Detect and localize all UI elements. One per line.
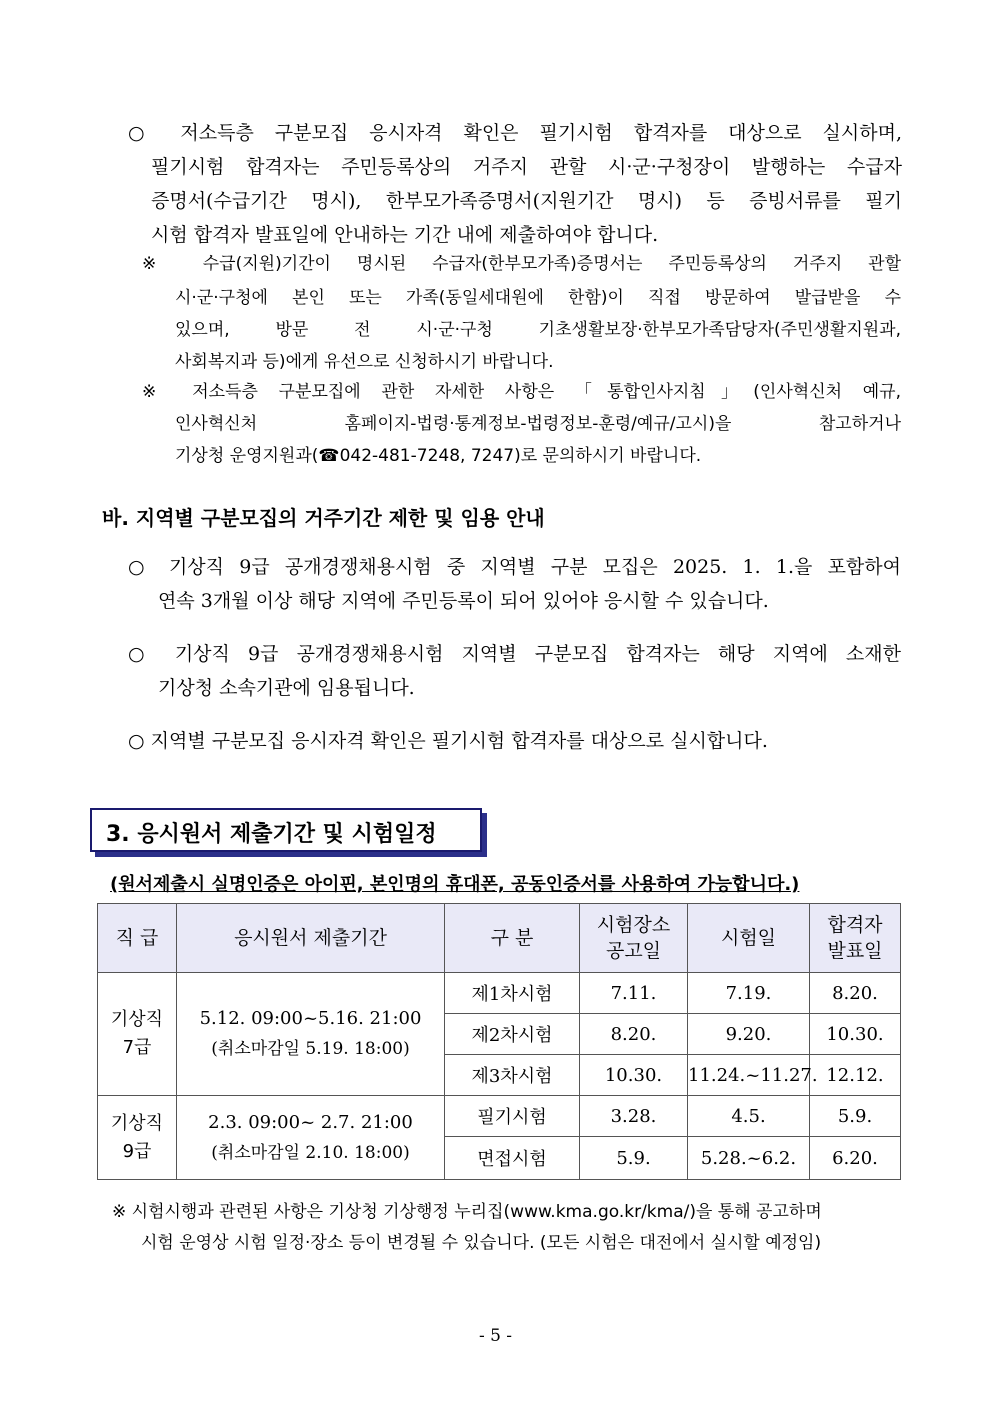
header-venue-l1: 시험장소 (596, 914, 671, 936)
paragraph-line: 필기시험 합격자는 주민등록상의 거주지 관할 시·군·구청장이 발행하는 수급자 (151, 156, 902, 178)
header-venue-date (580, 904, 688, 973)
grade-cell (98, 973, 177, 1096)
exam-date-cell: 9.20. (688, 1014, 810, 1055)
footnote-line: ※ 시험시행과 관련된 사항은 기상청 기상행정 누리집(www.kma.go.kr/kma/)을 통해 공고하며 (112, 1202, 822, 1222)
grade-cell (98, 1096, 177, 1180)
header-exam-date: 시험일 (688, 904, 810, 973)
type-cell: 제1차시험 (445, 973, 580, 1014)
table-row (98, 973, 901, 1014)
paragraph-line: ○ 저소득층 구분모집 응시자격 확인은 필기시험 합격자를 대상으로 실시하며, (128, 122, 902, 144)
type-cell: 면접시험 (445, 1137, 580, 1180)
footnote-line: 시험 운영상 시험 일정·장소 등이 변경될 수 있습니다. (모든 시험은 대전에서 실시할 예정임) (141, 1233, 822, 1253)
grade-l1: 기상직 (110, 1009, 164, 1030)
note-line: 시·군·구청에 본인 또는 가족(동일세대원에 한함)이 직접 방문하여 발급받을 수 (175, 288, 901, 308)
exam-date-cell: 11.24.~11.27. (688, 1055, 810, 1096)
note-line: 있으며, 방문 전 시·군·구청 기초생활보장·한부모가족담당자(주민생활지원과, (175, 320, 901, 340)
header-grade: 직 급 (98, 904, 177, 973)
header-venue-l2: 공고일 (605, 940, 662, 962)
paragraph-line: 연속 3개월 이상 해당 지역에 주민등록이 되어 있어야 응시할 수 있습니다. (158, 590, 769, 612)
identity-verification-note: (원서제출시 실명인증은 아이핀, 본인명의 휴대폰, 공동인증서를 사용하여 가능합니다.) (110, 874, 800, 895)
venue-date-cell: 7.11. (580, 973, 688, 1014)
venue-date-cell: 10.30. (580, 1055, 688, 1096)
exam-schedule-table (97, 903, 901, 1180)
period-l2: (취소마감일 2.10. 18:00) (211, 1142, 410, 1163)
note-line: 인사혁신처 홈페이지-법령·통계정보-법령정보-훈령/예규/고시)을 참고하거나 (175, 414, 901, 434)
paragraph-line: 증명서(수급기간 명시), 한부모가족증명서(지원기간 명시) 등 증빙서류를 필기 (151, 190, 902, 212)
header-result-l1: 합격자 (827, 914, 883, 936)
type-cell: 필기시험 (445, 1096, 580, 1137)
header-result-l2: 발표일 (827, 940, 883, 962)
header-type: 구 분 (445, 904, 580, 973)
period-l1: 2.3. 09:00~ 2.7. 21:00 (208, 1111, 413, 1133)
result-date-cell: 6.20. (810, 1137, 901, 1180)
paragraph-line: ○ 기상직 9급 공개경쟁채용시험 중 지역별 구분 모집은 2025. 1. 1.을 포함하여 (128, 556, 901, 578)
note-line: ※ 저소득층 구분모집에 관한 자세한 사항은 「통합인사지침」(인사혁신처 예규, (142, 382, 901, 402)
note-line: ※ 수급(지원)기간이 명시된 수급자(한부모가족)증명서는 주민등록상의 거주지 관할 (142, 254, 901, 274)
period-cell (177, 1096, 445, 1180)
period-cell (177, 973, 445, 1096)
result-date-cell: 12.12. (810, 1055, 901, 1096)
table-header-row (98, 904, 901, 973)
exam-date-cell: 7.19. (688, 973, 810, 1014)
table-row (98, 1096, 901, 1137)
grade-l2: 9급 (122, 1140, 152, 1162)
page-number: - 5 - (478, 1326, 513, 1346)
period-l1: 5.12. 09:00~5.16. 21:00 (199, 1008, 422, 1029)
period-l2: (취소마감일 5.19. 18:00) (211, 1039, 410, 1059)
paragraph-line: 기상청 소속기관에 임용됩니다. (158, 677, 415, 699)
result-date-cell: 10.30. (810, 1014, 901, 1055)
paragraph-line: ○ 기상직 9급 공개경쟁채용시험 지역별 구분모집 합격자는 해당 지역에 소재한 (128, 643, 901, 665)
result-date-cell: 5.9. (810, 1096, 901, 1137)
section-title: 3. 응시원서 제출기간 및 시험일정 (106, 822, 437, 847)
paragraph-line: ○ 지역별 구분모집 응시자격 확인은 필기시험 합격자를 대상으로 실시합니다. (128, 730, 768, 752)
venue-date-cell: 5.9. (580, 1137, 688, 1180)
section-title-box (90, 808, 482, 852)
venue-date-cell: 3.28. (580, 1096, 688, 1137)
result-date-cell: 8.20. (810, 973, 901, 1014)
grade-l2: 7급 (122, 1037, 152, 1058)
type-cell: 제2차시험 (445, 1014, 580, 1055)
paragraph-line: 시험 합격자 발표일에 안내하는 기간 내에 제출하여야 합니다. (151, 224, 659, 246)
note-line: 기상청 운영지원과(☎042-481-7248, 7247)로 문의하시기 바랍니다. (175, 446, 702, 466)
type-cell: 제3차시험 (445, 1055, 580, 1096)
section-heading-regional: 바. 지역별 구분모집의 거주기간 제한 및 임용 안내 (102, 506, 545, 530)
header-period: 응시원서 제출기간 (177, 904, 445, 973)
header-result-date (810, 904, 901, 973)
venue-date-cell: 8.20. (580, 1014, 688, 1055)
exam-date-cell: 4.5. (688, 1096, 810, 1137)
note-line: 사회복지과 등)에게 유선으로 신청하시기 바랍니다. (175, 352, 554, 372)
grade-l1: 기상직 (110, 1112, 164, 1134)
exam-date-cell: 5.28.~6.2. (688, 1137, 810, 1180)
